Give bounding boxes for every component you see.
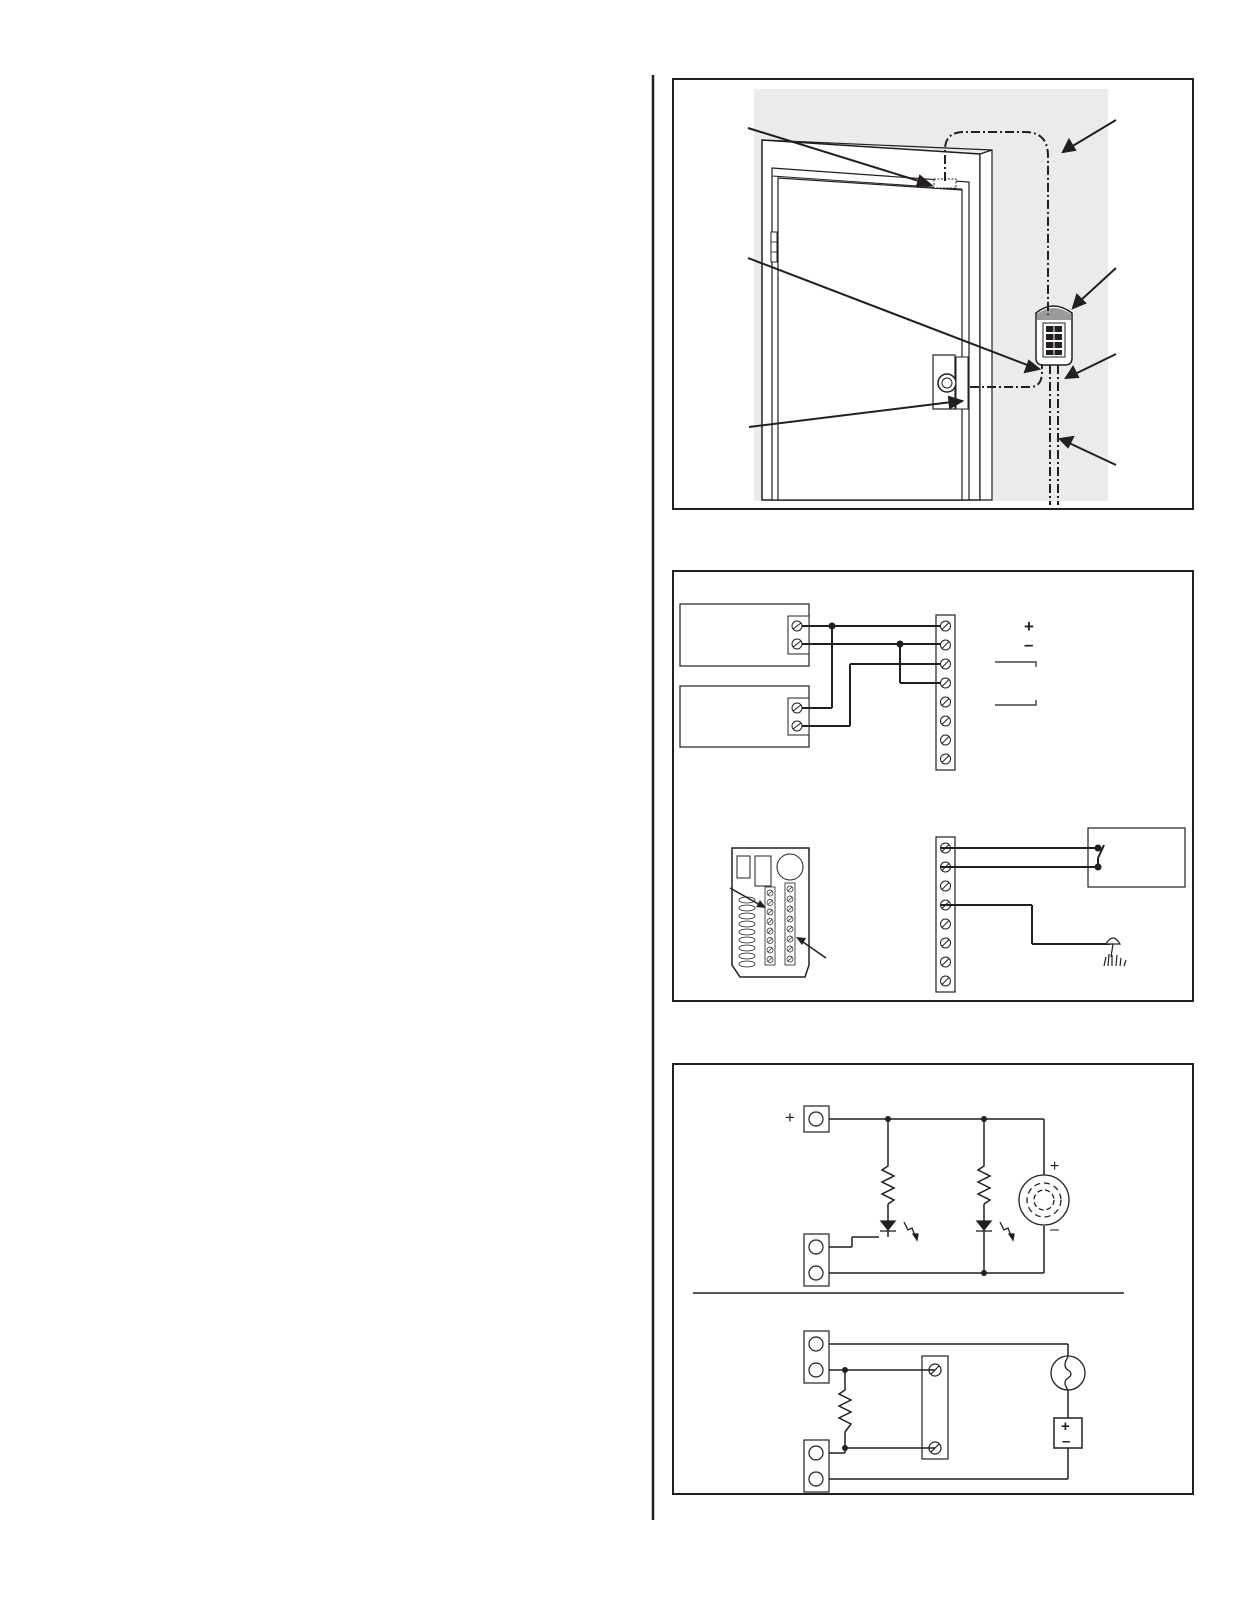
resistor-icon: [978, 1162, 990, 1204]
sounder-icon: [1019, 1175, 1069, 1225]
led-icon: [976, 1221, 1014, 1240]
svg-text:+: +: [1061, 1418, 1070, 1435]
door: [771, 178, 969, 500]
terminal-block-lower: [936, 837, 955, 992]
resistor-icon: [882, 1162, 894, 1204]
wires-upper: [802, 626, 941, 726]
schematic-wires-upper: [829, 1119, 1044, 1273]
board-slot: [739, 961, 755, 967]
figure-door-installation: [673, 79, 1193, 509]
resistor-icon: [839, 1386, 851, 1432]
board-slot: [739, 905, 755, 911]
sounder-plus-label: +: [1050, 1158, 1060, 1175]
battery-icon: [1054, 1418, 1082, 1450]
sounder-minus-label: –: [1050, 1221, 1059, 1238]
device-terminals: [788, 616, 809, 735]
svg-text:–: –: [1062, 1433, 1071, 1450]
bracket: [995, 700, 1036, 705]
keypad-unit: [1036, 306, 1072, 365]
supply-plus-label: +: [785, 1108, 795, 1127]
board-slot: [739, 913, 755, 919]
relay-box: [1088, 828, 1185, 887]
wire-junction: [842, 1367, 848, 1373]
terminal-block-upper: [936, 615, 955, 770]
board-slot: [739, 929, 755, 935]
bracket: [995, 662, 1036, 667]
schematic-terminals-upper: [804, 1106, 829, 1286]
relay-contact-icon: [941, 845, 1104, 870]
lamp-icon: [1051, 1356, 1085, 1390]
power-minus-label: –: [1024, 635, 1034, 654]
board-slot: [739, 921, 755, 927]
board-slot: [739, 953, 755, 959]
figure-keypad-wiring: [673, 571, 1193, 1001]
board-slot: [739, 937, 755, 943]
ground-wire: [941, 905, 1110, 944]
wire-junction: [981, 1116, 987, 1122]
controller-board-icon: [730, 848, 826, 977]
power-plus-label: +: [1024, 617, 1034, 636]
wire-junction: [885, 1116, 891, 1122]
wire-junction: [981, 1270, 987, 1276]
wire-junction: [897, 641, 904, 648]
led-icon: [880, 1221, 918, 1240]
schematic-terminals-lower: [804, 1331, 948, 1492]
board-slot: [739, 945, 755, 951]
wire-junction: [842, 1445, 848, 1451]
door-knob: [938, 374, 956, 392]
wire-junction: [829, 623, 836, 630]
door-hinge: [771, 232, 777, 262]
figure-led-sounder-schematic: [673, 1064, 1193, 1494]
ground-icon: [1104, 938, 1126, 966]
